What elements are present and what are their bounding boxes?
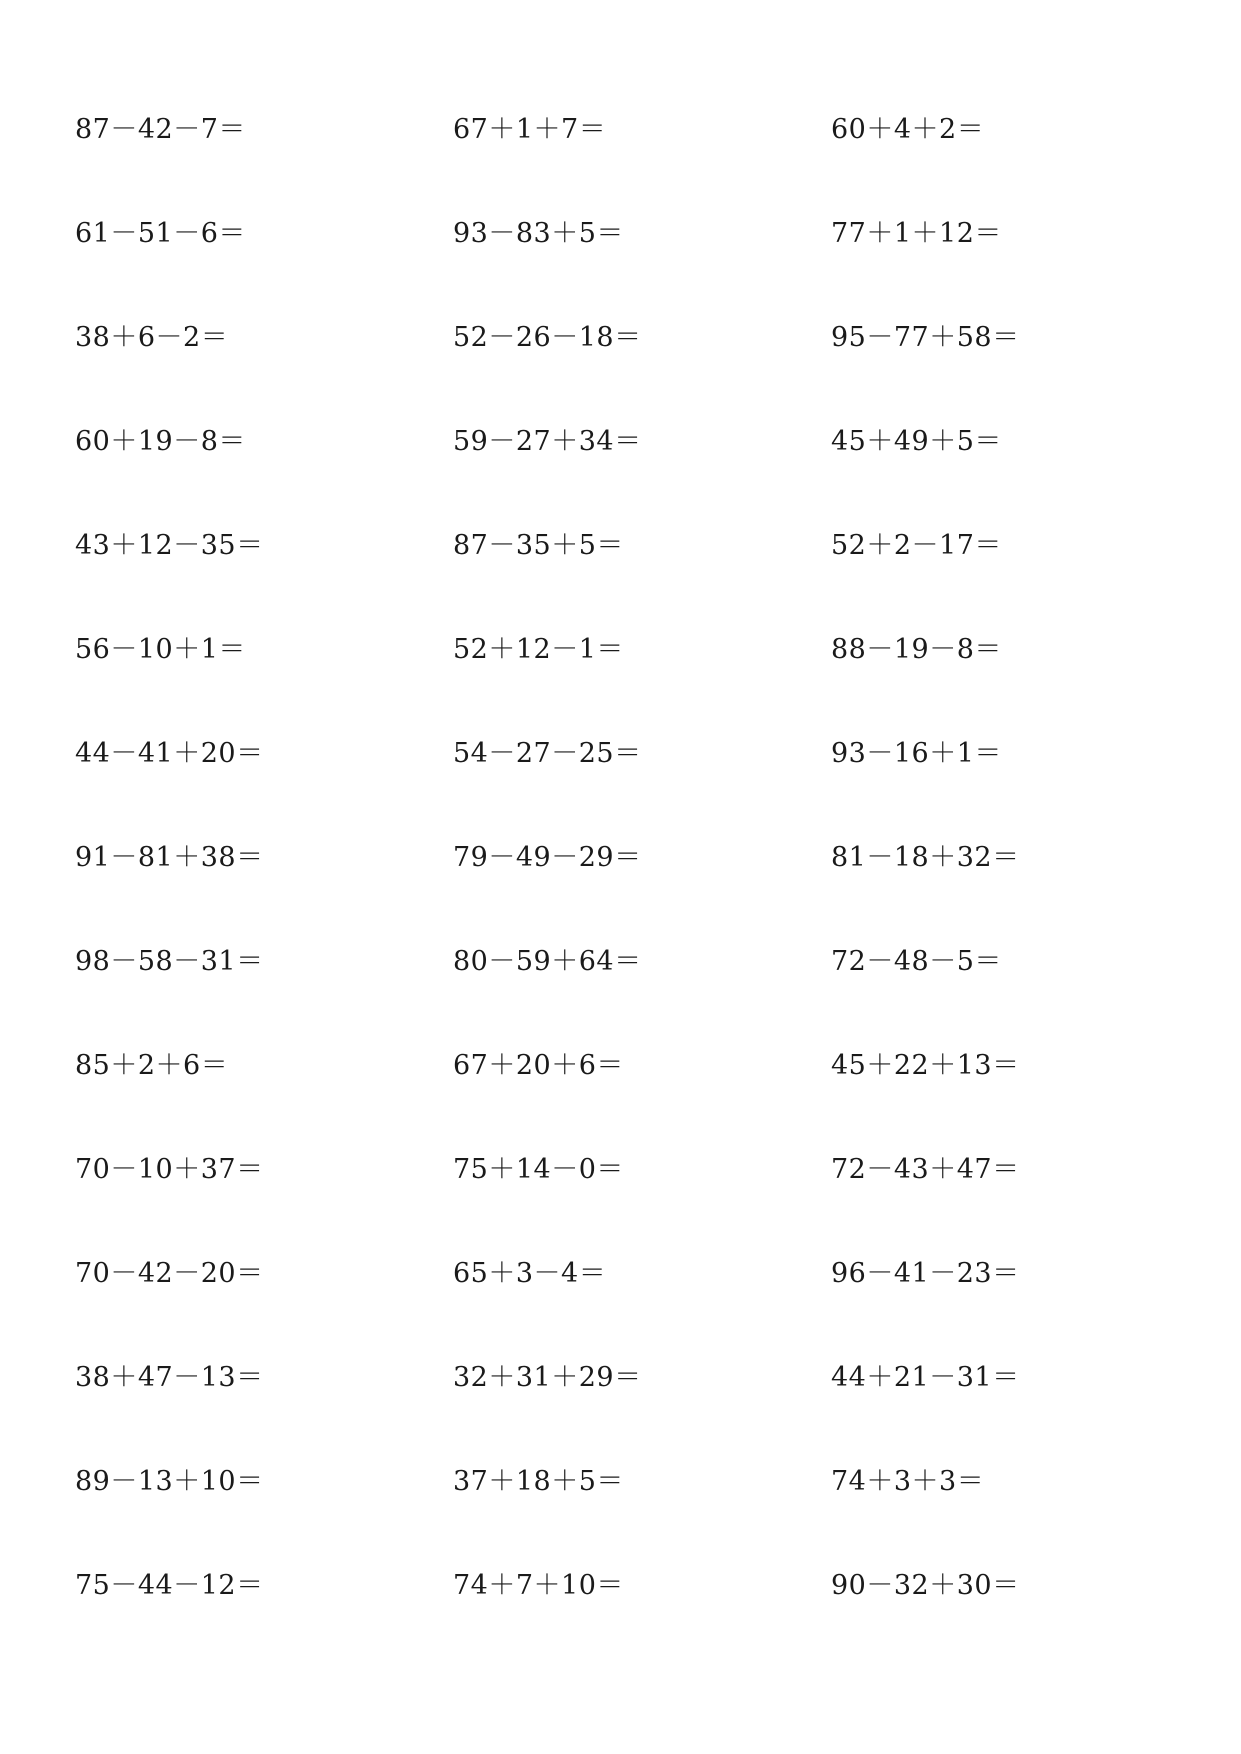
arithmetic-problem: 79－49－29＝ bbox=[453, 842, 642, 873]
arithmetic-problem: 59－27＋34＝ bbox=[453, 426, 642, 457]
arithmetic-problem: 70－42－20＝ bbox=[75, 1258, 264, 1289]
arithmetic-problem: 61－51－6＝ bbox=[75, 218, 246, 249]
problem-grid bbox=[75, 108, 1175, 1668]
arithmetic-problem: 67＋1＋7＝ bbox=[453, 114, 607, 145]
arithmetic-problem: 52＋12－1＝ bbox=[453, 634, 624, 665]
arithmetic-problem: 37＋18＋5＝ bbox=[453, 1466, 624, 1497]
arithmetic-problem: 75－44－12＝ bbox=[75, 1570, 264, 1601]
arithmetic-problem: 70－10＋37＝ bbox=[75, 1154, 264, 1185]
arithmetic-problem: 87－35＋5＝ bbox=[453, 530, 624, 561]
arithmetic-problem: 81－18＋32＝ bbox=[831, 842, 1020, 873]
arithmetic-problem: 91－81＋38＝ bbox=[75, 842, 264, 873]
arithmetic-problem: 45＋49＋5＝ bbox=[831, 426, 1002, 457]
arithmetic-problem: 44－41＋20＝ bbox=[75, 738, 264, 769]
arithmetic-problem: 77＋1＋12＝ bbox=[831, 218, 1002, 249]
arithmetic-problem: 74＋3＋3＝ bbox=[831, 1466, 985, 1497]
arithmetic-problem: 98－58－31＝ bbox=[75, 946, 264, 977]
arithmetic-problem: 32＋31＋29＝ bbox=[453, 1362, 642, 1393]
arithmetic-problem: 43＋12－35＝ bbox=[75, 530, 264, 561]
arithmetic-problem: 89－13＋10＝ bbox=[75, 1466, 264, 1497]
arithmetic-problem: 38＋47－13＝ bbox=[75, 1362, 264, 1393]
arithmetic-problem: 93－16＋1＝ bbox=[831, 738, 1002, 769]
arithmetic-problem: 90－32＋30＝ bbox=[831, 1570, 1020, 1601]
arithmetic-problem: 67＋20＋6＝ bbox=[453, 1050, 624, 1081]
arithmetic-problem: 52－26－18＝ bbox=[453, 322, 642, 353]
arithmetic-problem: 80－59＋64＝ bbox=[453, 946, 642, 977]
arithmetic-problem: 65＋3－4＝ bbox=[453, 1258, 607, 1289]
arithmetic-problem: 56－10＋1＝ bbox=[75, 634, 246, 665]
arithmetic-problem: 75＋14－0＝ bbox=[453, 1154, 624, 1185]
arithmetic-problem: 52＋2－17＝ bbox=[831, 530, 1002, 561]
arithmetic-problem: 87－42－7＝ bbox=[75, 114, 246, 145]
arithmetic-problem: 95－77＋58＝ bbox=[831, 322, 1020, 353]
arithmetic-problem: 54－27－25＝ bbox=[453, 738, 642, 769]
arithmetic-problem: 72－48－5＝ bbox=[831, 946, 1002, 977]
arithmetic-problem: 60＋19－8＝ bbox=[75, 426, 246, 457]
arithmetic-problem: 96－41－23＝ bbox=[831, 1258, 1020, 1289]
arithmetic-problem: 88－19－8＝ bbox=[831, 634, 1002, 665]
arithmetic-problem: 60＋4＋2＝ bbox=[831, 114, 985, 145]
arithmetic-problem: 85＋2＋6＝ bbox=[75, 1050, 229, 1081]
arithmetic-problem: 45＋22＋13＝ bbox=[831, 1050, 1020, 1081]
arithmetic-problem: 74＋7＋10＝ bbox=[453, 1570, 624, 1601]
arithmetic-problem: 93－83＋5＝ bbox=[453, 218, 624, 249]
arithmetic-problem: 38＋6－2＝ bbox=[75, 322, 229, 353]
arithmetic-problem: 44＋21－31＝ bbox=[831, 1362, 1020, 1393]
arithmetic-problem: 72－43＋47＝ bbox=[831, 1154, 1020, 1185]
